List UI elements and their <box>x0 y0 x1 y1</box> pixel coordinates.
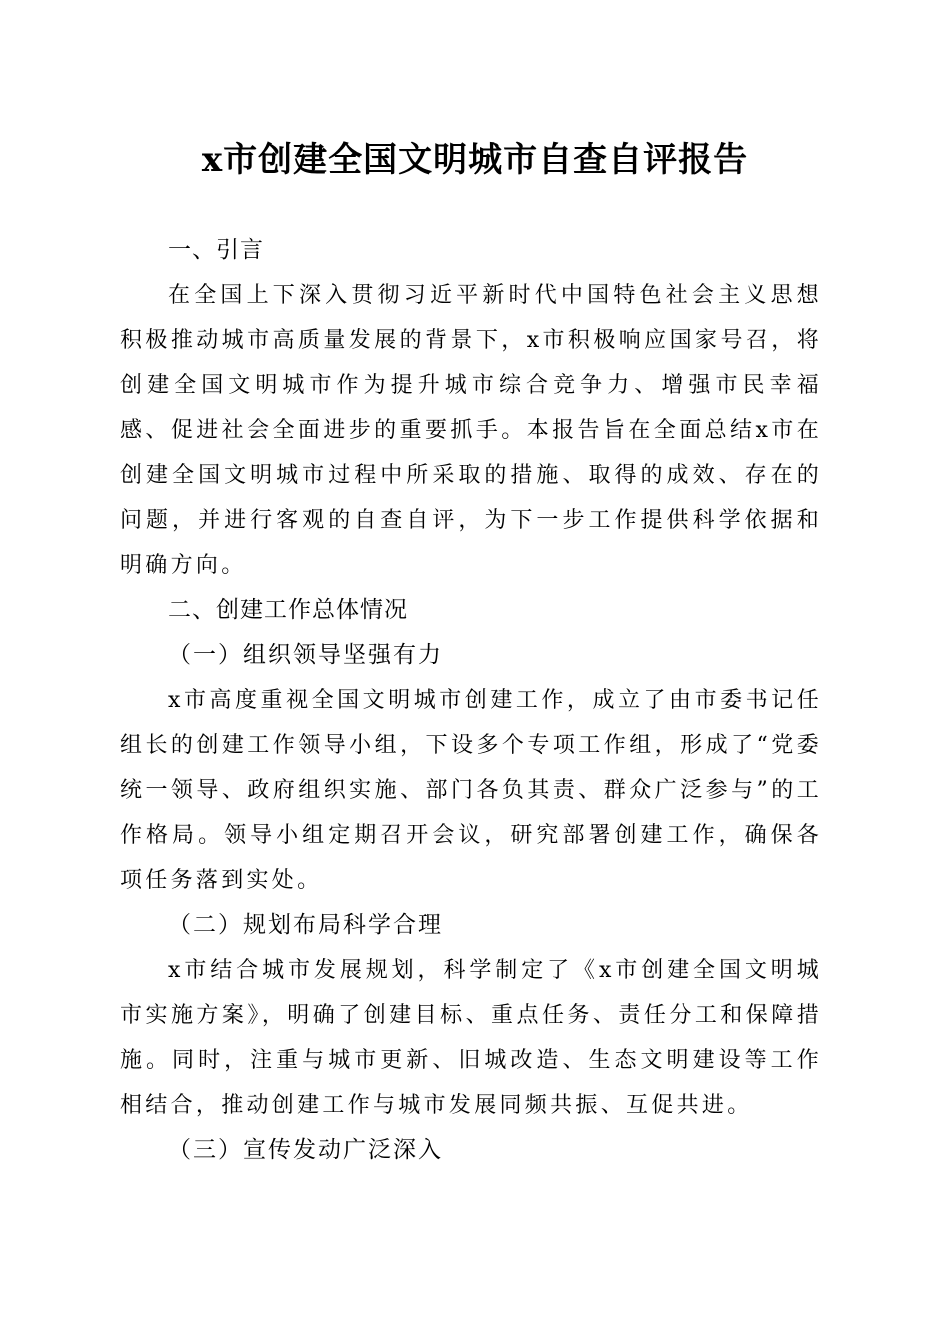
section-heading-overview: 二、创建工作总体情况 <box>168 597 408 623</box>
document-title: x市创建全国文明城市自查自评报告 <box>201 140 749 180</box>
section-heading-intro: 一、引言 <box>168 237 264 263</box>
paragraph-planning: x市结合城市发展规划，科学制定了《x市创建全国文明城市实施方案》，明确了创建目标、重点任务、责任分工和保障措施。同时，注重与城市更新、旧城改造、生态文明建设等工作相结合，推动创建工作与城市发展同频共振、互促共进。 <box>120 958 822 1118</box>
sub-heading-publicity: （三）宣传发动广泛深入 <box>168 1137 443 1163</box>
paragraph-intro: 在全国上下深入贯彻习近平新时代中国特色社会主义思想积极推动城市高质量发展的背景下，x市积极响应国家号召，将创建全国文明城市作为提升城市综合竞争力、增强市民幸福感、促进社会全面进步的重要抓手。本报告旨在全面总结x市在创建全国文明城市过程中所采取的措施、取得的成效、存在的问题，并进行客观的自查自评，为下一步工作提供科学依据和明确方向。 <box>120 283 822 578</box>
sub-heading-planning: （二）规划布局科学合理 <box>168 912 443 938</box>
sub-heading-organization: （一）组织领导坚强有力 <box>168 642 443 668</box>
document-body <box>120 228 822 1173</box>
paragraph-organization: x市高度重视全国文明城市创建工作，成立了由市委书记任组长的创建工作领导小组，下设多个专项工作组，形成了“党委统一领导、政府组织实施、部门各负其责、群众广泛参与”的工作格局。领导小组定期召开会议，研究部署创建工作，确保各项任务落到实处。 <box>120 688 822 893</box>
